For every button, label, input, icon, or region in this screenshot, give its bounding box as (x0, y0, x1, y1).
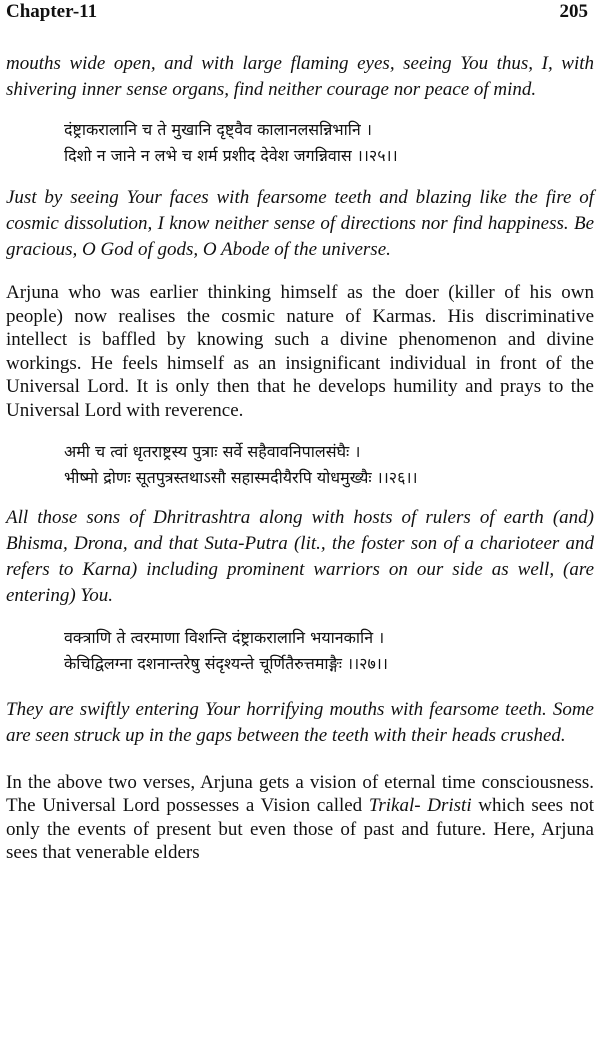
translation-24-end: mouths wide open, and with large flaming eyes, seeing You thus, I, with shivering inner sense organs, find neither courage nor peace of mind. (6, 53, 594, 100)
translation-25: Just by seeing Your faces with fearsome teeth and blazing like the fire of cosmic dissolution, I know neither sense of directions nor find happiness. Be gracious, O God of gods, O Abode of the universe. (6, 187, 594, 260)
verse-26-line-2: भीष्मो द्रोणः सूतपुत्रस्तथाऽसौ सहास्मदीयैरपि योधमुख्यैः ।।२६।। (64, 467, 418, 487)
commentary-2-part-1: In the above two verses, Arjuna gets a vision of eternal time consciousness. The Universal Lord possesses a Vision called (6, 771, 594, 817)
commentary-paragraph-1: Arjuna who was earlier thinking himself as the doer (killer of his own people) now realises the cosmic nature of Karmas. His discriminative intellect is baffled by knowing such a divine phenomenon and divine workings. He feels himself as an insignificant individual in front of the Universal Lord. It is only then that he develops humility and prays to the Universal Lord with reverence. (6, 282, 594, 421)
verse-27-line-1: वक्त्राणि ते त्वरमाणा विशन्ति दंष्ट्राकरालानि भयानकानि । (64, 627, 385, 647)
commentary-paragraph-2 (6, 771, 594, 865)
commentary-2-part-2: which sees not only the events of present but even those of past and future. Here, Arjuna sees that venerable elders (6, 795, 594, 864)
verse-25-line-2: दिशो न जाने न लभे च शर्म प्रशीद देवेश जगन्निवास ।।२५।। (64, 146, 398, 165)
page-number: 205 (559, 1, 588, 22)
translation-27: They are swiftly entering Your horrifying mouths with fearsome teeth. Some are seen struck up in the gaps between the teeth with their heads crushed. (6, 698, 594, 746)
translation-26: All those sons of Dhritrashtra along with hosts of rulers of earth (and) Bhisma, Drona, and that Suta-Putra (lit., the foster son of a charioteer and refers to Karna) including prominent warriors on our side as well, (are entering) You. (6, 506, 594, 606)
commentary-2-term: Trikal- Dristi (368, 795, 472, 817)
page-header (6, 1, 594, 25)
verse-26-line-1: अमी च त्वां धृतराष्ट्रस्य पुत्राः सर्वे सहैवावनिपालसंघैः । (64, 441, 361, 461)
verse-27-line-2: केचिद्विलग्ना दशनान्तरेषु संदृश्यन्ते चूर्णितैरुत्तमाङ्गैः ।।२७।। (64, 653, 388, 673)
verse-25-line-1: दंष्ट्राकरालानि च ते मुखानि दृष्ट्वैव कालानलसन्निभानि । (64, 120, 372, 139)
chapter-label: Chapter-11 (6, 1, 98, 22)
